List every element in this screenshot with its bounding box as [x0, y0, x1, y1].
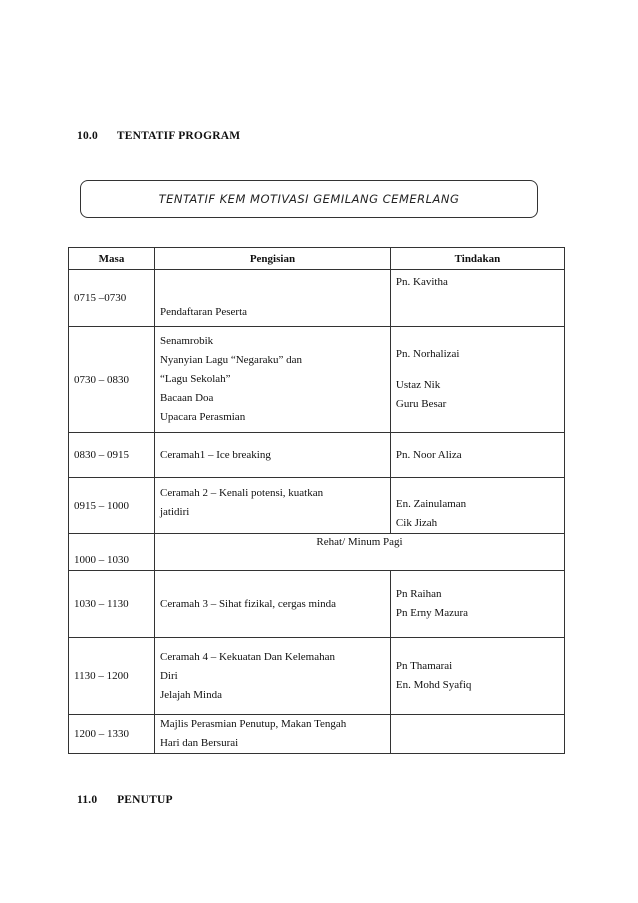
- cell-masa: 0830 – 0915: [69, 433, 155, 478]
- table-row: [69, 433, 565, 478]
- header-tindakan: Tindakan: [390, 248, 564, 270]
- section-title: PENUTUP: [117, 794, 173, 806]
- cell-line: Ceramah 3 – Sihat fizikal, cergas minda: [159, 597, 337, 610]
- cell-line: Bacaan Doa: [159, 392, 214, 404]
- table-row: [69, 270, 565, 327]
- cell-line: Pn. Noor Aliza: [395, 448, 462, 461]
- cell-line: Pn. Kavitha: [395, 276, 448, 288]
- header-masa: Masa: [69, 248, 155, 270]
- cell-line: Pendaftaran Peserta: [159, 306, 248, 318]
- cell-line: Pn Raihan: [395, 588, 442, 600]
- cell-line: Pn Thamarai: [395, 660, 453, 672]
- table-row: [69, 327, 565, 433]
- program-title: TENTATIF KEM MOTIVASI GEMILANG CEMERLANG: [158, 192, 460, 206]
- cell-line: Guru Besar: [395, 398, 447, 410]
- table-header-row: [69, 248, 565, 270]
- cell-pengisian: [154, 433, 390, 478]
- cell-pengisian: [154, 571, 390, 638]
- cell-line: En. Zainulaman: [395, 498, 467, 510]
- section-heading-tentatif-program: [77, 130, 240, 142]
- cell-masa: 0730 – 0830: [69, 327, 155, 433]
- cell-masa: 1030 – 1130: [69, 571, 155, 638]
- cell-line: En. Mohd Syafiq: [395, 679, 472, 691]
- table-row: [69, 478, 565, 534]
- cell-masa: 1200 – 1330: [69, 715, 155, 754]
- cell-line: jatidiri: [159, 506, 190, 518]
- cell-masa: 0915 – 1000: [69, 478, 155, 534]
- cell-line: Ceramah1 – Ice breaking: [159, 448, 271, 461]
- cell-line: Ceramah 4 – Kekuatan Dan Kelemahan: [159, 650, 335, 663]
- cell-pengisian: [154, 638, 390, 715]
- cell-tindakan: [390, 327, 564, 433]
- cell-line: “Lagu Sekolah”: [159, 373, 231, 385]
- table-row: [69, 534, 565, 571]
- cell-pengisian: [154, 327, 390, 433]
- cell-line: Jelajah Minda: [159, 688, 222, 701]
- table-row: [69, 571, 565, 638]
- cell-masa: 1000 – 1030: [69, 534, 155, 571]
- cell-line: Rehat/ Minum Pagi: [316, 536, 403, 548]
- program-title-banner: [80, 180, 538, 218]
- schedule-table: [68, 247, 565, 754]
- cell-tindakan: [390, 571, 564, 638]
- cell-line: Senamrobik: [159, 335, 214, 347]
- cell-line: Nyanyian Lagu “Negaraku” dan: [159, 354, 303, 366]
- cell-line: Ceramah 2 – Kenali potensi, kuatkan: [159, 487, 324, 499]
- cell-pengisian: [154, 715, 390, 754]
- cell-line: Majlis Perasmian Penutup, Makan Tengah: [159, 718, 347, 730]
- section-heading-penutup: [77, 794, 173, 806]
- section-number: 10.0: [77, 130, 98, 142]
- cell-line: Upacara Perasmian: [159, 411, 246, 423]
- cell-line: Diri: [159, 669, 178, 682]
- cell-line: Pn Erny Mazura: [395, 607, 469, 619]
- cell-spacer: [396, 364, 559, 376]
- cell-masa: 0715 –0730: [69, 270, 155, 327]
- cell-tindakan: [390, 433, 564, 478]
- cell-line: Cik Jizah: [395, 517, 438, 529]
- cell-merged-break: [154, 534, 564, 571]
- cell-tindakan: [390, 638, 564, 715]
- header-pengisian: Pengisian: [154, 248, 390, 270]
- section-number: 11.0: [77, 794, 98, 806]
- cell-pengisian: [154, 270, 390, 327]
- cell-pengisian: [154, 478, 390, 534]
- cell-line: Hari dan Bersurai: [159, 737, 239, 749]
- cell-tindakan: [390, 478, 564, 534]
- cell-tindakan: [390, 715, 564, 754]
- cell-line: Ustaz Nik: [395, 379, 441, 391]
- cell-line: Pn. Norhalizai: [395, 348, 460, 360]
- table-row: [69, 638, 565, 715]
- section-title: TENTATIF PROGRAM: [116, 130, 241, 142]
- table-row: [69, 715, 565, 754]
- cell-tindakan: [390, 270, 564, 327]
- cell-masa: 1130 – 1200: [69, 638, 155, 715]
